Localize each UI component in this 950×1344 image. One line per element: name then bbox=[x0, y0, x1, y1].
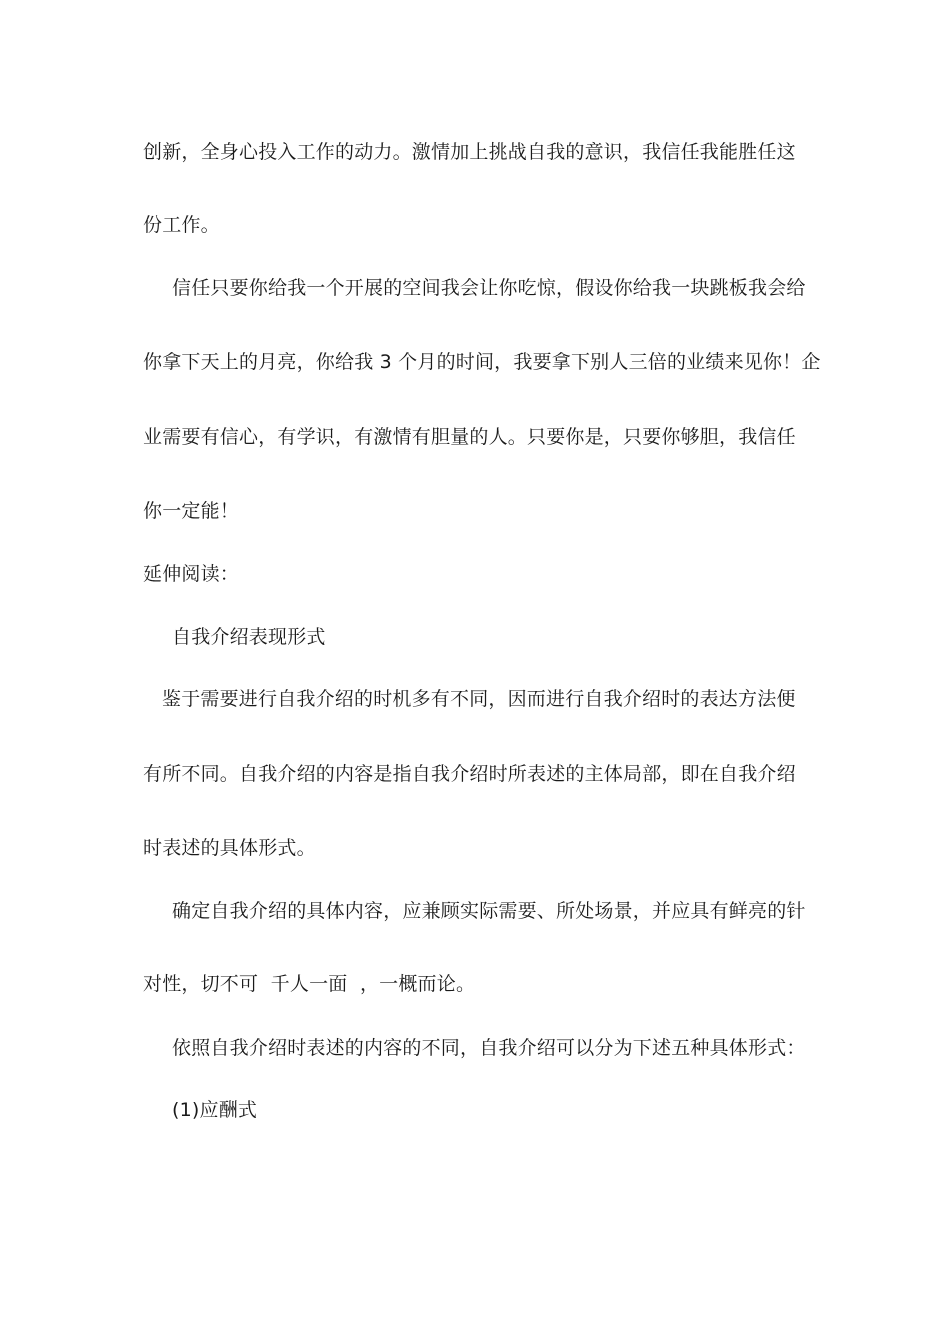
paragraph-1-line-1: 创新，全身心投入工作的动力。激情加上挑战自我的意识，我信任我能胜任这 bbox=[143, 141, 796, 163]
paragraph-4-line-1: 确定自我介绍的具体内容，应兼顾实际需要、所处场景，并应具有鲜亮的针 bbox=[172, 900, 806, 922]
paragraph-3-line-1: 鉴于需要进行自我介绍的时机多有不同，因而进行自我介绍时的表达方法便 bbox=[162, 688, 796, 710]
paragraph-5-line-1: 依照自我介绍时表述的内容的不同，自我介绍可以分为下述五种具体形式： bbox=[172, 1037, 806, 1059]
list-item-1: (1)应酬式 bbox=[172, 1099, 258, 1121]
paragraph-2-line-1: 信任只要你给我一个开展的空间我会让你吃惊，假设你给我一块跳板我会给 bbox=[172, 277, 806, 299]
paragraph-2-line-4: 你一定能！ bbox=[143, 500, 240, 522]
paragraph-3-line-2: 有所不同。自我介绍的内容是指自我介绍时所表述的主体局部，即在自我介绍 bbox=[143, 763, 796, 785]
paragraph-4-line-2: 对性，切不可 千人一面 ，一概而论。 bbox=[143, 973, 476, 995]
paragraph-2-line-2: 你拿下天上的月亮，你给我 3 个月的时间，我要拿下别人三倍的业绩来见你！企 bbox=[143, 351, 821, 373]
paragraph-3-line-3: 时表述的具体形式。 bbox=[143, 837, 316, 859]
paragraph-2-line-3: 业需要有信心，有学识，有激情有胆量的人。只要你是，只要你够胆，我信任 bbox=[143, 426, 796, 448]
extended-reading-heading: 延伸阅读： bbox=[143, 563, 240, 585]
paragraph-1-line-2: 份工作。 bbox=[143, 214, 220, 236]
section-title: 自我介绍表现形式 bbox=[172, 626, 326, 648]
